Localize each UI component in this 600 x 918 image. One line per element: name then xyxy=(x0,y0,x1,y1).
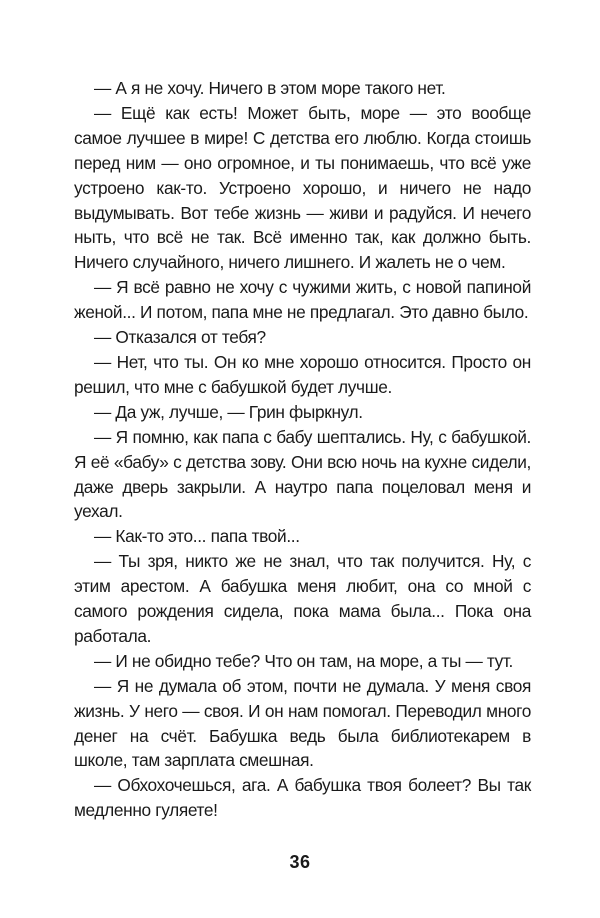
paragraph: — Нет, что ты. Он ко мне хорошо относится. Просто он решил, что мне с бабушкой будет лучше. xyxy=(74,351,531,397)
paragraph: — Я всё равно не хочу с чужими жить, с новой папиной женой... И потом, папа мне не предлагал. Это давно было. xyxy=(74,277,531,323)
body-text xyxy=(74,76,531,823)
paragraph: — Я не думала об этом, почти не думала. У меня своя жизнь. У него — своя. И он нам помогал. Переводил много денег на счёт. Бабушка ведь была библиотекарем в школе, там зарплата смешная. xyxy=(74,675,531,771)
paragraph: — Да уж, лучше, — Грин фыркнул. xyxy=(94,401,363,422)
paragraph: — А я не хочу. Ничего в этом море такого нет. xyxy=(94,78,446,98)
paragraph: — Отказался от тебя? xyxy=(94,327,266,348)
paragraph: — И не обидно тебе? Что он там, на море, а ты — тут. xyxy=(94,650,514,671)
paragraph: — Как-то это... папа твой... xyxy=(94,526,300,547)
paragraph: — Ты зря, никто же не знал, что так получится. Ну, с этим арестом. А бабушка меня любит, она со мной с самого рождения сидела, пока мама была... Пока она работала. xyxy=(74,551,531,646)
paragraph: — Я помню, как папа с бабу шептались. Ну, с бабушкой. Я её «бабу» с детства зову. Они всю ночь на кухне сидели, даже дверь закрыли. А наутро папа поцеловал меня и уехал. xyxy=(74,426,531,522)
paragraph: — Обхохочешься, ага. А бабушка твоя болеет? Вы так медленно гуляете! xyxy=(74,775,531,821)
paragraph: — Ещё как есть! Может быть, море — это вообще самое лучшее в мире! С детства его люблю. Когда стоишь перед ним — оно огромное, и ты понимаешь, что всё уже устроено как-то. Устроено хорошо, и ничего не надо выдумывать. Вот тебе жизнь — живи и радуйся. И нечего ныть, что всё не так. Всё именно так, как должно быть. Ничего случайного, ничего лишнего. И жалеть не о чем. xyxy=(74,102,531,273)
page-number: 36 xyxy=(289,852,311,872)
